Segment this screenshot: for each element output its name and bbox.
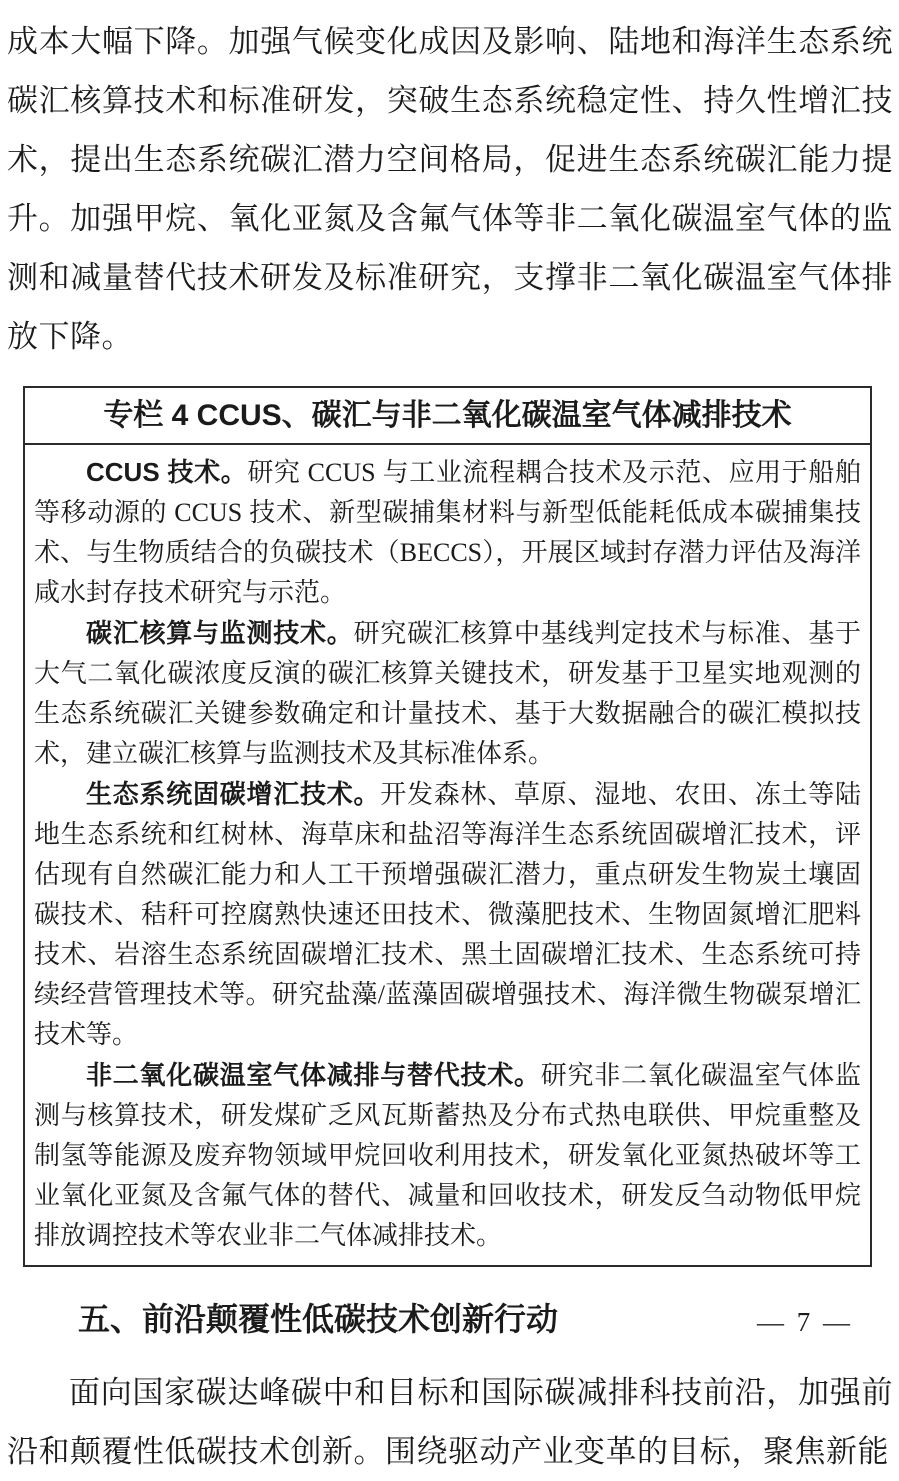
column-box-title: 专栏 4 CCUS、碳汇与非二氧化碳温室气体减排技术 [25,388,870,445]
column-box-body [25,445,870,1265]
box-paragraph-text: 研究碳汇核算中基线判定技术与标准、基于大气二氧化碳浓度反演的碳汇核算关键技术，研发基于卫星实地观测的生态系统碳汇关键参数确定和计量技术、基于大数据融合的碳汇模拟技术，建立碳汇核算与监测技术及其标准体系。 [34,619,861,768]
box-paragraph-ecosystem-sequestration [34,774,861,1055]
box-paragraph-text: 研究非二氧化碳温室气体监测与核算技术，研发煤矿乏风瓦斯蓄热及分布式热电联供、甲烷重整及制氢等能源及废弃物领域甲烷回收利用技术，研发氧化亚氮热破坏等工业氧化亚氮及含氟气体的替代、减量和回收技术，研发反刍动物低甲烷排放调控技术等农业非二气体减排技术。 [34,1061,861,1250]
box-paragraph-non-co2-gases [34,1055,861,1256]
box-paragraph-ccus [34,452,861,613]
page-number: — 7 — [757,1307,853,1337]
closing-paragraph: 面向国家碳达峰碳中和目标和国际碳减排科技前沿，加强前沿和颠覆性低碳技术创新。围绕驱动产业变革的目标，聚焦新能 [7,1375,893,1469]
box-paragraph-text: 开发森林、草原、湿地、农田、冻土等陆地生态系统和红树林、海草床和盐沼等海洋生态系统固碳增汇技术，评估现有自然碳汇能力和人工干预增强碳汇潜力，重点研发生物炭土壤固碳技术、秸秆可控腐熟快速还田技术、微藻肥技术、生物固氮增汇肥料技术、岩溶生态系统固碳增汇技术、黑土固碳增汇技术、生态系统可持续经营管理技术等。研究盐藻/蓝藻固碳增强技术、海洋微生物碳泵增汇技术等。 [34,780,861,1049]
section-heading-5: 五、前沿颠覆性低碳技术创新行动 [78,1301,559,1337]
box-paragraph-text: 研究 CCUS 与工业流程耦合技术及示范、应用于船舶等移动源的 CCUS 技术、新型碳捕集材料与新型低能耗低成本碳捕集技术、与生物质结合的负碳技术（BECCS），开展区域封存潜力评估及海洋咸水封存技术研究与示范。 [34,458,861,607]
box-paragraph-lead: 非二氧化碳温室气体减排与替代技术。 [86,1060,541,1090]
intro-paragraph: 成本大幅下降。加强气候变化成因及影响、陆地和海洋生态系统碳汇核算技术和标准研发，突破生态系统稳定性、持久性增汇技术，提出生态系统碳汇潜力空间格局，促进生态系统碳汇能力提升。加强甲烷、氧化亚氮及含氟气体等非二氧化碳温室气体的监测和减量替代技术研发及标准研究，支撑非二氧化碳温室气体排放下降。 [7,24,893,354]
box-paragraph-carbon-sink-accounting [34,613,861,774]
box-paragraph-lead: CCUS 技术。 [86,457,248,487]
box-paragraph-lead: 碳汇核算与监测技术。 [86,618,354,648]
box-paragraph-lead: 生态系统固碳增汇技术。 [86,779,381,809]
column-box-4 [23,386,872,1267]
